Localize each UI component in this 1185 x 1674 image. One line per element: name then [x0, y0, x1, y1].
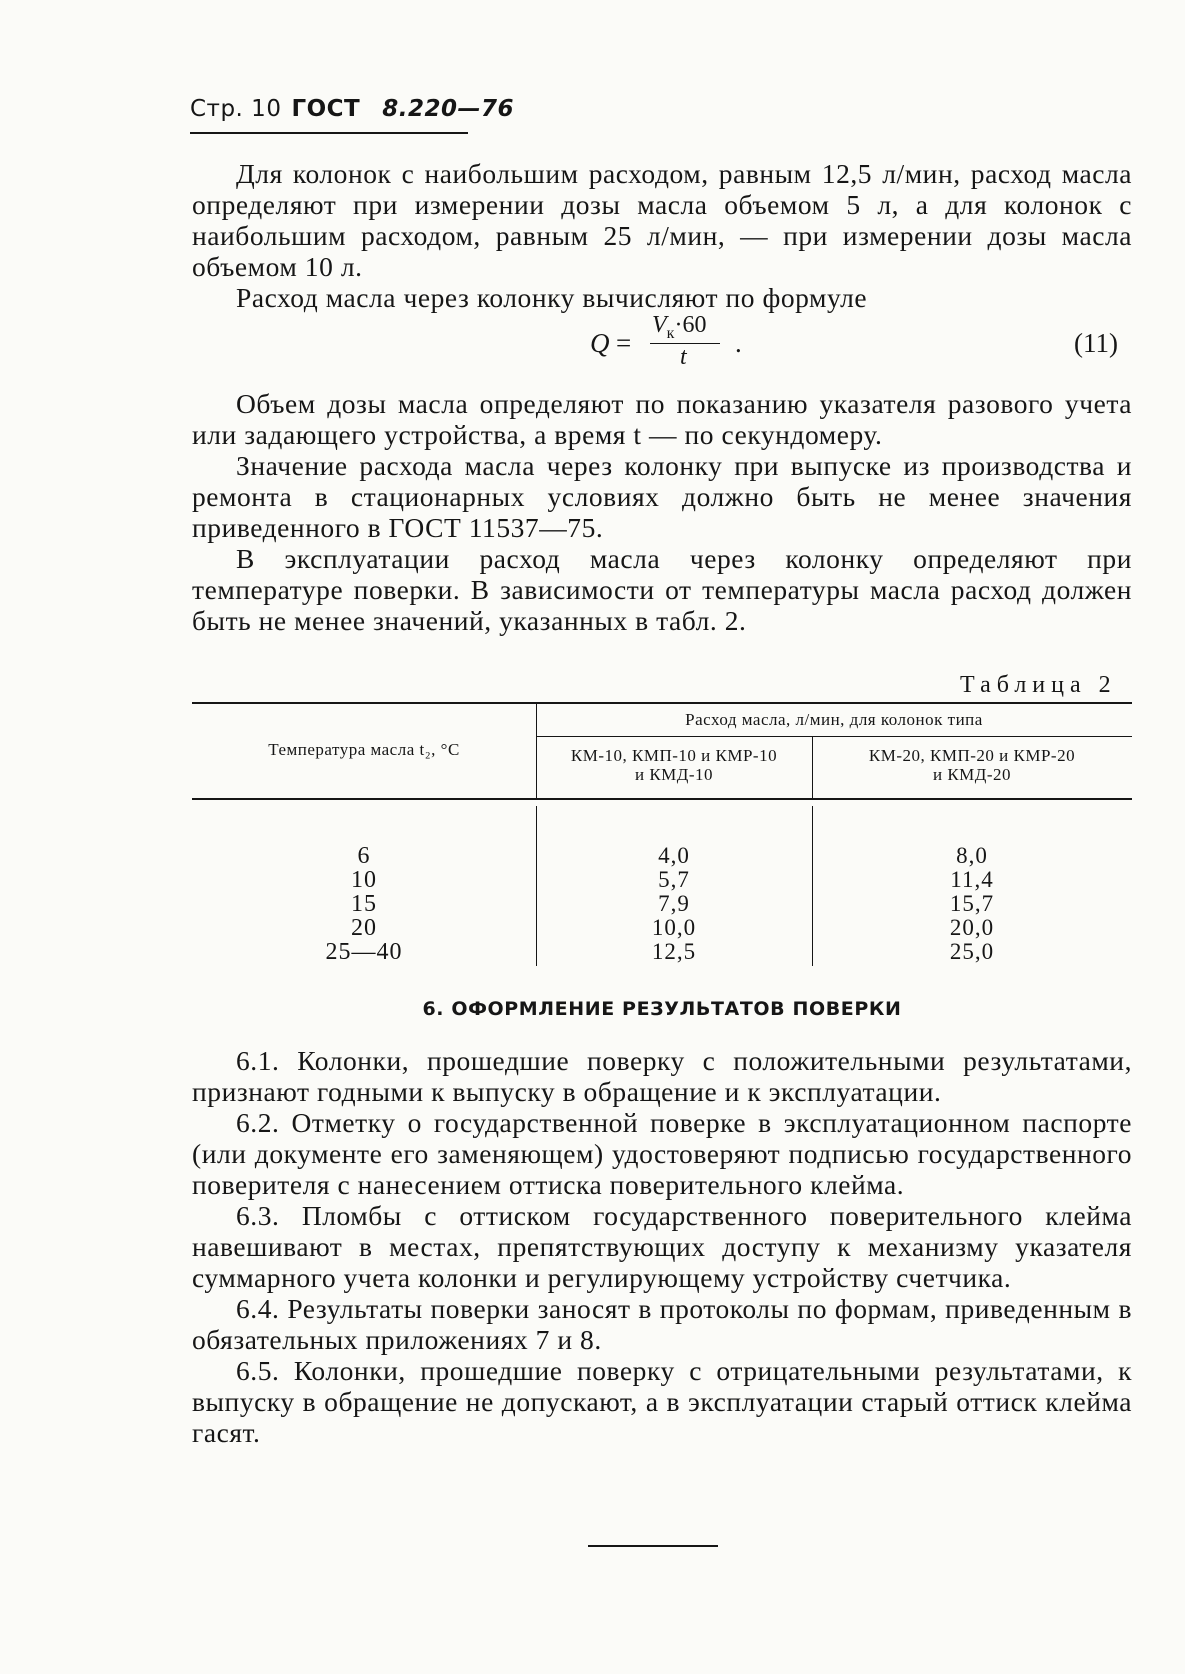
table-cell: 15,7: [949, 891, 995, 916]
formula-numerator: [652, 312, 706, 343]
end-rule: [588, 1545, 718, 1547]
clause: 6.5. Колонки, прошедшие поверку с отрицательными результатами, к выпуску в обращение не допускают, а в эксплуатации старый оттиск клейма гасят.: [192, 1355, 1132, 1448]
formula-trailing-dot: .: [735, 328, 742, 358]
text-block-section-6: [192, 1045, 1132, 1448]
col-header-km10: [536, 746, 812, 784]
table-cell: 10: [351, 867, 377, 893]
table-cell: 8,0: [956, 843, 988, 868]
column-km10: [536, 844, 812, 964]
table-cell: 6: [357, 843, 371, 869]
formula-numerator-tail: ·60: [674, 312, 707, 338]
text-block-mid: [192, 388, 1132, 636]
clause: 6.2. Отметку о государственной поверке в эксплуатационном паспорте (или документе его заменяющем) удостоверяют подписью государственного поверителя с нанесением оттиска поверительного клейма.: [192, 1107, 1132, 1200]
table-cell: 20: [351, 915, 377, 941]
col-header-km10-line1: КМ-10, КМП-10 и КМР-10: [570, 746, 778, 765]
table-cell: 7,9: [658, 891, 690, 916]
table-cell: 25,0: [949, 939, 995, 964]
paragraph: Значение расхода масла через колонку при выпуске из производства и ремонта в стационарных условиях должно быть не менее значения приведенного в ГОСТ 11537—75.: [192, 450, 1132, 543]
formula-numerator-sub: к: [666, 324, 675, 342]
group-header: Расход масла, л/мин, для колонок типа: [685, 710, 983, 729]
clause: 6.3. Пломбы с оттиском государственного поверительного клейма навешивают в местах, препятствующих доступу к механизму указателя суммарного учета колонки и регулирующему устройству счетчика.: [192, 1200, 1132, 1293]
formula-lhs: Q: [590, 328, 610, 358]
table-cell: 5,7: [658, 867, 690, 892]
col-header-km20: [812, 746, 1132, 784]
clause: 6.1. Колонки, прошедшие поверку с положительными результатами, признают годными к выпуску в обращение и к эксплуатации.: [192, 1045, 1132, 1107]
table-cell: 25—40: [325, 939, 403, 965]
table-cell: 12,5: [651, 939, 697, 964]
col-header-km20-line1: КМ-20, КМП-20 и КМР-20: [868, 746, 1076, 765]
table-cell: 11,4: [950, 867, 994, 892]
paragraph: Объем дозы масла определяют по показанию указателя разового учета или задающего устройства, а время t — по секундомеру.: [192, 388, 1132, 450]
col-header-temperature: Температура масла t₂, °С: [268, 740, 460, 759]
page-number: Стр. 10: [190, 96, 282, 122]
clause: 6.4. Результаты поверки заносят в протоколы по формам, приведенным в обязательных приложениях 7 и 8.: [192, 1293, 1132, 1355]
paragraph: Для колонок с наибольшим расходом, равным 12,5 л/мин, расход масла определяют при измерении дозы масла объемом 5 л, а для колонок с наибольшим расходом, равным 25 л/мин, — при измерении дозы масла объемом 10 л.: [192, 158, 1132, 282]
group-header-rule: [536, 736, 1132, 737]
header-bottom-rule: [192, 798, 1132, 800]
section-heading: 6. ОФОРМЛЕНИЕ РЕЗУЛЬТАТОВ ПОВЕРКИ: [422, 998, 902, 1020]
table-cell: 15: [351, 891, 377, 917]
equation-number: (11): [1074, 328, 1118, 358]
col-header-km10-line2: и КМД-10: [634, 765, 714, 784]
formula-numerator-var: V: [652, 312, 667, 338]
column-km20: [812, 844, 1132, 964]
header-underline: [190, 132, 468, 134]
page-header: [190, 96, 514, 122]
standard-label: ГОСТ: [291, 96, 361, 122]
paragraph: В эксплуатации расход масла через колонку определяют при температуре поверки. В зависимости от температуры масла расход должен быть не менее значений, указанных в табл. 2.: [192, 543, 1132, 636]
formula-11: [590, 312, 740, 372]
table-cell: 10,0: [651, 915, 697, 940]
formula-equals: =: [616, 328, 632, 358]
formula-denominator: t: [680, 344, 687, 370]
table-caption: Таблица 2: [960, 672, 1117, 698]
paragraph: Расход масла через колонку вычисляют по формуле: [236, 282, 868, 313]
table-cell: 4,0: [658, 843, 690, 868]
table-top-rule: [192, 702, 1132, 704]
standard-code: 8.220—76: [382, 96, 514, 122]
table-2: [192, 702, 1132, 972]
column-temperature: [192, 844, 536, 964]
text-block-top: [192, 158, 1132, 313]
table-cell: 20,0: [949, 915, 995, 940]
col-header-km20-line2: и КМД-20: [932, 765, 1012, 784]
